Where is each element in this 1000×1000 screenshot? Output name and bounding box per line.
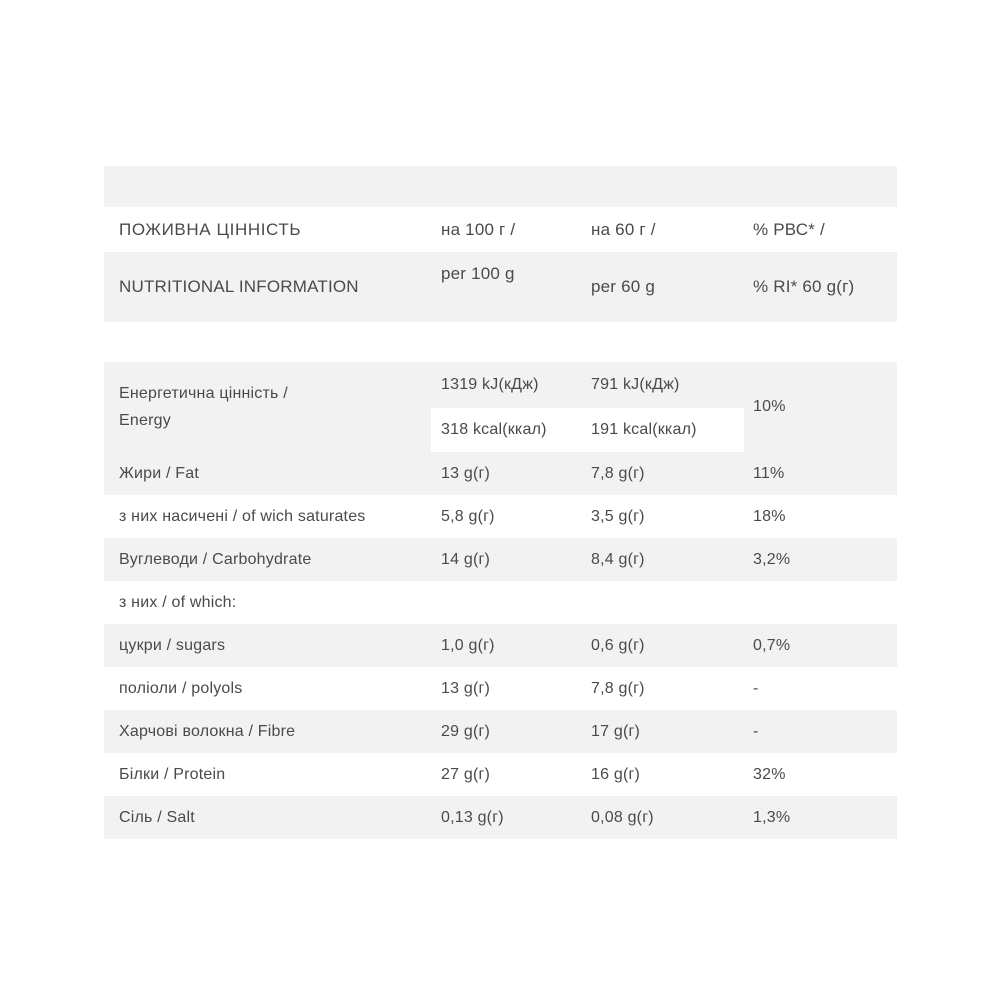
energy-per60 [591, 362, 753, 452]
row-per60-value: 0,6 g(г) [591, 636, 645, 654]
row-per100-value: 0,13 g(г) [441, 808, 504, 826]
row-per100-value: 29 g(г) [441, 722, 491, 740]
row-label: Сіль / Salt [119, 808, 195, 826]
table-row-carbohydrate [104, 538, 897, 581]
row-label: Жири / Fat [119, 464, 199, 482]
row-per60-value: 7,8 g(г) [591, 464, 645, 482]
table-title-uk: ПОЖИВНА ЦІННІСТЬ [119, 219, 302, 239]
row-per100-value: 14 g(г) [441, 550, 491, 568]
energy-kcal-per100: 318 kcal(ккал) [441, 420, 547, 438]
table-body [104, 452, 897, 839]
table-row-fat [104, 452, 897, 495]
energy-label-uk: Енергетична цінність / [119, 385, 288, 402]
row-per100-value: 13 g(г) [441, 679, 491, 697]
row-per60-value: 16 g(г) [591, 765, 641, 783]
table-title-en: NUTRITIONAL INFORMATION [119, 277, 359, 296]
row-per60-value: 7,8 g(г) [591, 679, 645, 697]
row-per100-value: 1,0 g(г) [441, 636, 495, 654]
row-per60-value: 3,5 g(г) [591, 507, 645, 525]
energy-kj-per100: 1319 kJ(кДж) [441, 375, 539, 393]
row-per60-value: 17 g(г) [591, 722, 641, 740]
row-per100-value: 5,8 g(г) [441, 507, 495, 525]
col-header-per60-uk: на 60 г / [591, 219, 656, 239]
header-row-english [104, 252, 897, 322]
table-row-sugars [104, 624, 897, 667]
col-header-ri-uk: % РВС* / [753, 219, 825, 239]
row-per100-value: 13 g(г) [441, 464, 491, 482]
energy-ri-value: 10% [753, 398, 786, 415]
row-ri-value: 18% [753, 507, 786, 525]
energy-kcal-per60: 191 kcal(ккал) [591, 420, 697, 438]
row-ri-value: - [753, 679, 759, 697]
row-ri-value: 0,7% [753, 636, 791, 654]
row-label: Харчові волокна / Fibre [119, 722, 296, 740]
row-ri-value: - [753, 722, 759, 740]
row-ri-value: 11% [753, 464, 785, 482]
header-row-ukrainian [104, 207, 897, 252]
energy-row [104, 362, 897, 452]
table-row-saturates [104, 495, 897, 538]
table-row-polyols [104, 667, 897, 710]
col-header-ri-en: % RI* 60 g(г) [753, 277, 855, 296]
row-ri-value: 3,2% [753, 550, 791, 568]
row-label: Вуглеводи / Carbohydrate [119, 550, 312, 568]
energy-kj-per60: 791 kJ(кДж) [591, 375, 680, 393]
row-ri-value: 32% [753, 765, 786, 783]
table-row-fibre [104, 710, 897, 753]
row-label: з них насичені / of wich saturates [119, 507, 366, 525]
row-ri-value: 1,3% [753, 808, 791, 826]
table-row-protein [104, 753, 897, 796]
row-per60-value: 0,08 g(г) [591, 808, 654, 826]
row-label: з них / of which: [119, 593, 237, 611]
col-header-per100-uk: на 100 г / [441, 219, 516, 239]
energy-label [119, 380, 441, 434]
nutrition-table [104, 166, 897, 839]
row-label: цукри / sugars [119, 636, 226, 654]
energy-per100 [441, 362, 591, 452]
energy-label-en: Energy [119, 412, 171, 429]
row-per60-value: 8,4 g(г) [591, 550, 645, 568]
table-row-salt [104, 796, 897, 839]
col-header-per60-en: per 60 g [591, 277, 655, 296]
row-per100-value: 27 g(г) [441, 765, 491, 783]
header-body-gap [104, 322, 897, 362]
table-row-of-which [104, 581, 897, 624]
row-label: поліоли / polyols [119, 679, 243, 697]
row-label: Білки / Protein [119, 765, 226, 783]
table-top-band [104, 166, 897, 207]
col-header-per100-en: per 100 g [441, 264, 515, 283]
